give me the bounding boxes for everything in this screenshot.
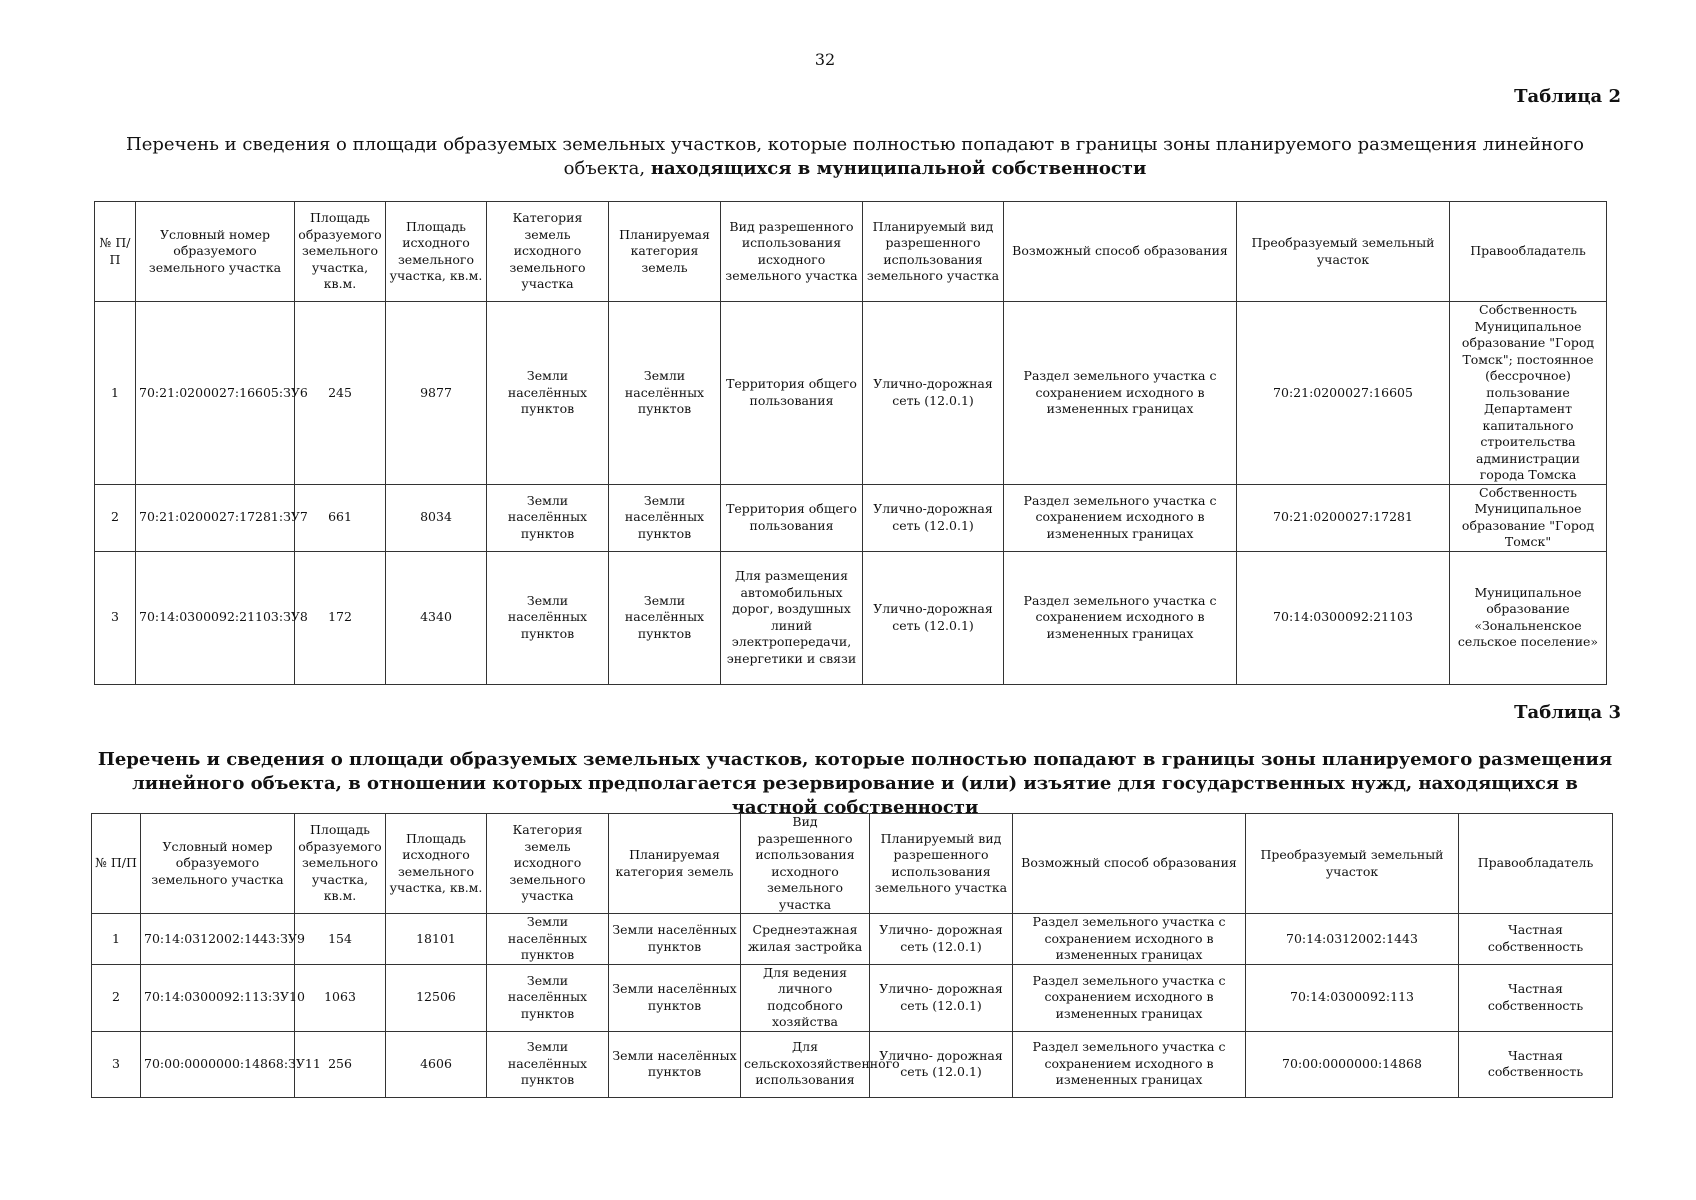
table-cell: Территория общего пользования xyxy=(721,484,863,551)
header-cell-transformed-plot: Преобразуемый земельный участок xyxy=(1237,202,1450,302)
header-cell-source-area: Площадь исходного земельного участка, кв.м. xyxy=(386,202,487,302)
table-2-caption-bold: находящихся в муниципальной собственности xyxy=(650,158,1147,179)
table-cell: 9877 xyxy=(386,302,487,485)
table-cell: 3 xyxy=(95,551,136,684)
table-cell: 70:14:0300092:113:ЗУ10 xyxy=(141,964,295,1031)
table-cell: Улично-дорожная сеть (12.0.1) xyxy=(863,302,1004,485)
table-cell: Частная собственность xyxy=(1459,964,1613,1031)
table-cell: 4606 xyxy=(386,1031,487,1097)
header-cell-planned-use: Планируемый вид разрешенного использования земельного участка xyxy=(870,814,1013,914)
table-row xyxy=(92,1031,1613,1097)
table-cell: Раздел земельного участка с сохранением исходного в измененных границах xyxy=(1004,302,1237,485)
table-cell: 256 xyxy=(295,1031,386,1097)
header-cell-planned-category: Планируемая категория земель xyxy=(609,202,721,302)
table-cell: 70:00:0000000:14868 xyxy=(1246,1031,1459,1097)
table-row xyxy=(92,964,1613,1031)
table-cell: Частная собственность xyxy=(1459,1031,1613,1097)
table-cell: Земли населённых пунктов xyxy=(609,484,721,551)
table-cell: Раздел земельного участка с сохранением исходного в измененных границах xyxy=(1013,914,1246,965)
table-cell: 70:00:0000000:14868:ЗУ11 xyxy=(141,1031,295,1097)
table-row xyxy=(95,484,1607,551)
header-cell-planned-use: Планируемый вид разрешенного использования земельного участка xyxy=(863,202,1004,302)
table-2-caption-text: Перечень и сведения о площади образуемых земельных участков, которые полностью попадают в границы зоны планируемого размещения линейного объекта, xyxy=(126,134,1584,179)
table-cell: 172 xyxy=(295,551,386,684)
header-cell-permitted-use: Вид разрешенного использования исходного земельного участка xyxy=(741,814,870,914)
table-cell: Земли населённых пунктов xyxy=(487,302,609,485)
table-cell: 2 xyxy=(92,964,141,1031)
table-cell: 661 xyxy=(295,484,386,551)
table-cell: 1063 xyxy=(295,964,386,1031)
table-cell: 70:14:0300092:21103 xyxy=(1237,551,1450,684)
table-cell: Собственность Муниципальное образование "Город Томск"; постоянное (бессрочное) пользование Департамент капитального строительства администрации города Томска xyxy=(1450,302,1607,485)
table-3-caption: Перечень и сведения о площади образуемых земельных участков, которые полностью попадают в границы зоны планируемого размещения линейного объекта, в отношении которых предполагается резервирование и (или) изъятие для государственных нужд, находящихся в частной собственности xyxy=(97,749,1613,818)
table-cell: Раздел земельного участка с сохранением исходного в измененных границах xyxy=(1013,964,1246,1031)
table-cell: Раздел земельного участка с сохранением исходного в измененных границах xyxy=(1013,1031,1246,1097)
table-cell: 2 xyxy=(95,484,136,551)
table-cell: Собственность Муниципальное образование "Город Томск" xyxy=(1450,484,1607,551)
header-cell-source-area: Площадь исходного земельного участка, кв.м. xyxy=(386,814,487,914)
table-3-label: Таблица 3 xyxy=(1514,702,1621,723)
table-cell: Земли населённых пунктов xyxy=(487,914,609,965)
table-row xyxy=(95,551,1607,684)
header-cell-owner: Правообладатель xyxy=(1450,202,1607,302)
table-cell: 12506 xyxy=(386,964,487,1031)
table-cell: Раздел земельного участка с сохранением исходного в измененных границах xyxy=(1004,484,1237,551)
table-cell: 154 xyxy=(295,914,386,965)
table-3-header-row xyxy=(92,814,1613,914)
table-cell: Земли населённых пунктов xyxy=(609,302,721,485)
table-row xyxy=(92,914,1613,965)
table-cell: 245 xyxy=(295,302,386,485)
header-cell-conditional-number: Условный номер образуемого земельного участка xyxy=(141,814,295,914)
table-cell: Земли населённых пунктов xyxy=(487,964,609,1031)
table-cell: Территория общего пользования xyxy=(721,302,863,485)
table-cell: Земли населённых пунктов xyxy=(487,484,609,551)
table-cell: Улично- дорожная сеть (12.0.1) xyxy=(870,914,1013,965)
table-2-caption xyxy=(90,133,1620,181)
table-cell: 1 xyxy=(95,302,136,485)
table-cell: Улично- дорожная сеть (12.0.1) xyxy=(870,1031,1013,1097)
table-cell: 70:21:0200027:16605 xyxy=(1237,302,1450,485)
header-cell-land-category: Категория земель исходного земельного участка xyxy=(487,814,609,914)
table-cell: Муниципальное образование «Зональненское сельское поселение» xyxy=(1450,551,1607,684)
table-cell: Улично-дорожная сеть (12.0.1) xyxy=(863,484,1004,551)
table-cell: 1 xyxy=(92,914,141,965)
table-cell: Для сельскохозяйственного использования xyxy=(741,1031,870,1097)
table-cell: Земли населённых пунктов xyxy=(609,551,721,684)
table-cell: 70:21:0200027:17281:ЗУ7 xyxy=(136,484,295,551)
table-cell: Улично-дорожная сеть (12.0.1) xyxy=(863,551,1004,684)
table-cell: Земли населённых пунктов xyxy=(609,914,741,965)
table-cell: 70:14:0300092:113 xyxy=(1246,964,1459,1031)
header-cell-permitted-use: Вид разрешенного использования исходного земельного участка xyxy=(721,202,863,302)
table-row xyxy=(95,302,1607,485)
table-cell: Раздел земельного участка с сохранением исходного в измененных границах xyxy=(1004,551,1237,684)
page-number: 32 xyxy=(814,50,836,69)
header-cell-owner: Правообладатель xyxy=(1459,814,1613,914)
table-cell: 70:14:0312002:1443 xyxy=(1246,914,1459,965)
table-cell: 70:14:0312002:1443:ЗУ9 xyxy=(141,914,295,965)
header-cell-formation-method: Возможный способ образования xyxy=(1004,202,1237,302)
table-cell: Улично- дорожная сеть (12.0.1) xyxy=(870,964,1013,1031)
header-cell-number: № П/П xyxy=(92,814,141,914)
header-cell-formed-area: Площадь образуемого земельного участка, кв.м. xyxy=(295,202,386,302)
table-cell: Земли населённых пунктов xyxy=(609,1031,741,1097)
table-cell: Для размещения автомобильных дорог, воздушных линий электропередачи, энергетики и связи xyxy=(721,551,863,684)
table-cell: 8034 xyxy=(386,484,487,551)
table-cell: Частная собственность xyxy=(1459,914,1613,965)
table-2-header-row xyxy=(95,202,1607,302)
header-cell-conditional-number: Условный номер образуемого земельного участка xyxy=(136,202,295,302)
table-cell: Земли населённых пунктов xyxy=(487,1031,609,1097)
header-cell-formed-area: Площадь образуемого земельного участка, кв.м. xyxy=(295,814,386,914)
table-cell: 18101 xyxy=(386,914,487,965)
table-cell: 70:21:0200027:17281 xyxy=(1237,484,1450,551)
header-cell-number: № П/П xyxy=(95,202,136,302)
table-3 xyxy=(91,813,1613,1098)
table-cell: 4340 xyxy=(386,551,487,684)
header-cell-transformed-plot: Преобразуемый земельный участок xyxy=(1246,814,1459,914)
table-cell: Земли населённых пунктов xyxy=(609,964,741,1031)
table-2-label: Таблица 2 xyxy=(1514,86,1621,107)
table-cell: Среднеэтажная жилая застройка xyxy=(741,914,870,965)
table-cell: Земли населённых пунктов xyxy=(487,551,609,684)
table-cell: 70:14:0300092:21103:ЗУ8 xyxy=(136,551,295,684)
header-cell-planned-category: Планируемая категория земель xyxy=(609,814,741,914)
table-cell: Для ведения личного подсобного хозяйства xyxy=(741,964,870,1031)
header-cell-formation-method: Возможный способ образования xyxy=(1013,814,1246,914)
table-cell: 70:21:0200027:16605:ЗУ6 xyxy=(136,302,295,485)
table-cell: 3 xyxy=(92,1031,141,1097)
header-cell-land-category: Категория земель исходного земельного участка xyxy=(487,202,609,302)
table-2 xyxy=(94,201,1607,685)
